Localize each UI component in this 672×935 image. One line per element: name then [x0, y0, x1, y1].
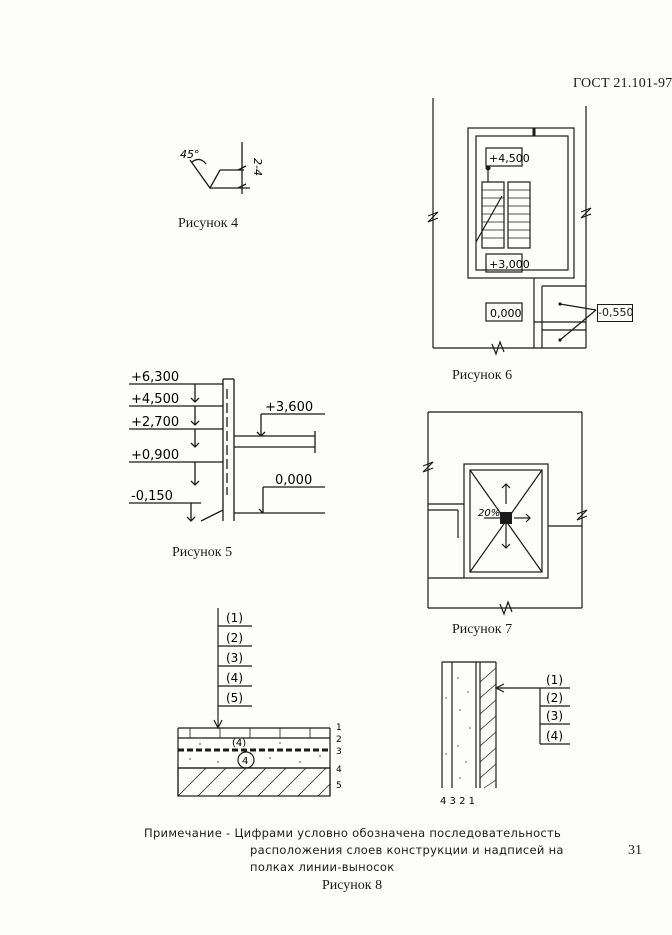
fig6-mark-4: -0,550 [597, 304, 633, 322]
fig7-slope-label: 20% [478, 508, 501, 519]
fig6-point-dot-1 [558, 302, 561, 305]
fig8-wall-numbers: 4 3 2 1 [440, 796, 475, 807]
note-line-2: расположения слоев конструкции и надписей на [250, 843, 564, 857]
fig6-mark-1: +4,500 [489, 152, 530, 165]
fig5-mark-5: -0,150 [131, 489, 173, 504]
fig5-mark-3: +2,700 [131, 415, 180, 430]
fig6-mark-3: 0,000 [490, 307, 522, 320]
fig4-angle-label: 45° [180, 148, 200, 161]
fig8-wall-label-1: (1) [546, 673, 563, 687]
figure-7-drawing [420, 408, 590, 618]
fig8-shelf-label-4: (4) [226, 671, 243, 685]
fig5-mark-right-2: 0,000 [275, 473, 313, 488]
fig5-mark-right-1: +3,600 [265, 400, 314, 415]
fig5-mark-2: +4,500 [131, 392, 180, 407]
fig8-layer-number-4: 4 [336, 765, 342, 775]
note-line-3: полках линии-выносок [250, 860, 395, 874]
figure-5-caption: Рисунок 5 [172, 545, 233, 560]
fig8-layer-number-5: 5 [336, 781, 342, 791]
figure-7-caption: Рисунок 7 [452, 622, 513, 637]
figure-5-drawing [125, 365, 325, 525]
fig8-wall-label-2: (2) [546, 691, 563, 705]
figure-6-caption: Рисунок 6 [452, 368, 513, 383]
fig8-shelf-label-1: (1) [226, 611, 243, 625]
document-code: ГОСТ 21.101-97 [573, 76, 672, 91]
fig8-wall-label-4: (4) [546, 729, 563, 743]
fig8-shelf-label-2: (2) [226, 631, 243, 645]
fig6-mark-2: +3,000 [489, 258, 530, 271]
fig7-drain-icon [500, 512, 512, 524]
fig8-layer-number-3: 3 [336, 747, 342, 757]
fig5-mark-1: +6,300 [131, 370, 180, 385]
fig5-mark-4: +0,900 [131, 448, 180, 463]
fig8-layer-number-2: 2 [336, 735, 342, 745]
figure-8-caption: Рисунок 8 [322, 878, 383, 893]
figure-4-caption: Рисунок 4 [178, 216, 239, 231]
fig8-layer-number-1: 1 [336, 723, 342, 733]
fig6-point-dot-2 [558, 338, 561, 341]
page-number: 31 [628, 843, 642, 858]
fig8-circle-mark: 4 [242, 756, 249, 767]
fig8-wall-label-3: (3) [546, 709, 563, 723]
figure-4-drawing [170, 138, 264, 208]
note-line-1: Примечание - Цифрами условно обозначена последовательность [144, 826, 562, 840]
fig4-dimension-label: 2-4 [251, 158, 264, 176]
figure-8-floor-drawing [170, 604, 350, 800]
fig8-shelf-label-3: (3) [226, 651, 243, 665]
figure-8-wall-drawing [430, 658, 580, 808]
figure-6-drawing [420, 98, 610, 358]
fig8-shelf-label-5: (5) [226, 691, 243, 705]
fig4-mark-symbol [190, 160, 220, 188]
fig6-stair-start-dot [486, 166, 491, 171]
fig8-layer-circle-label: (4) [232, 738, 247, 749]
